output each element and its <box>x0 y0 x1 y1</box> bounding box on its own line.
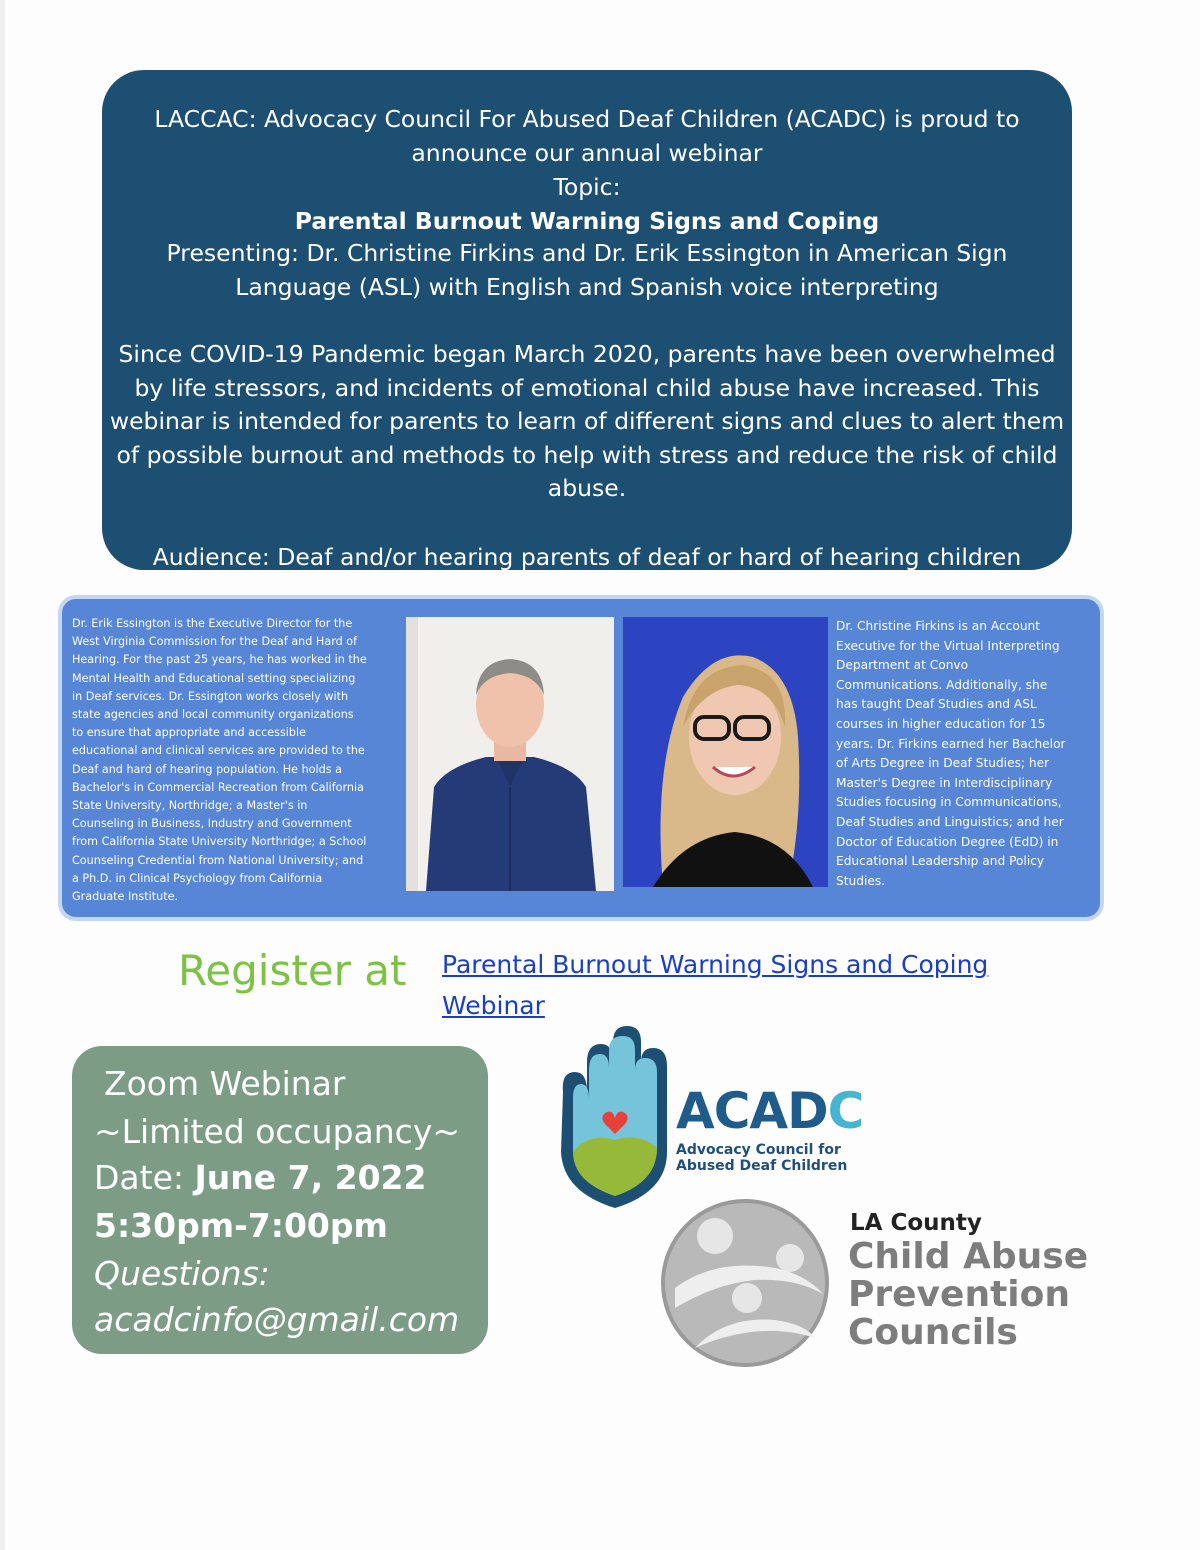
time-line: 5:30pm-7:00pm <box>94 1206 388 1245</box>
bio-line: Studies. <box>836 873 886 888</box>
bio-line: years. Dr. Firkins earned her Bachelor <box>836 736 1066 751</box>
bio-line: has taught Deaf Studies and ASL <box>836 697 1037 712</box>
erik-photo <box>406 617 614 891</box>
announcement-line-2: announce our annual webinar <box>411 139 763 167</box>
bio-line: West Virginia Commission for the Deaf and Hard of <box>72 635 358 649</box>
description <box>102 338 1072 506</box>
register-link[interactable] <box>442 944 988 1026</box>
presenting-line-1: Presenting: Dr. Christine Firkins and Dr. Erik Essington in American Sign <box>166 239 1008 267</box>
lacounty-logo <box>655 1198 840 1368</box>
globe-people-logo-icon <box>655 1198 840 1368</box>
topic-label: Topic: <box>553 173 621 201</box>
register-link-line-2[interactable]: Webinar <box>442 991 545 1020</box>
acadc-sub-line-2: Abused Deaf Children <box>676 1158 848 1174</box>
bio-line: state agencies and local community organizations <box>72 708 354 722</box>
lacounty-line-1: Child Abuse <box>848 1236 1089 1277</box>
lacounty-small-title: LA County <box>850 1210 982 1236</box>
bio-line: Mental Health and Educational setting specializing <box>72 671 356 685</box>
register-link-line-1[interactable]: Parental Burnout Warning Signs and Coping <box>442 950 989 979</box>
christine-photo <box>623 617 828 887</box>
hand-heart-logo-icon <box>553 1022 683 1212</box>
bio-line: of Arts Degree in Deaf Studies; her <box>836 756 1050 771</box>
bio-line: Communications. Additionally, she <box>836 677 1048 692</box>
bio-line: Executive for the Virtual Interpreting <box>836 638 1060 653</box>
bio-line: State University, Northridge; a Master's in <box>72 799 308 813</box>
date-value: June 7, 2022 <box>194 1158 427 1197</box>
bio-line: Studies focusing in Communications, <box>836 795 1062 810</box>
lacounty-line-2: Prevention <box>848 1274 1070 1315</box>
contact-email[interactable]: acadcinfo@gmail.com <box>94 1300 460 1339</box>
christine-bio <box>836 617 1066 891</box>
bio-line: Dr. Erik Essington is the Executive Director for the <box>72 617 353 630</box>
bio-line: Counseling Credential from National University; and <box>72 853 364 867</box>
bio-line: Deaf Studies and Linguistics; and her <box>836 814 1064 829</box>
description-line: of possible burnout and methods to help with stress and reduce the risk of child <box>116 440 1058 469</box>
description-line: webinar is intended for parents to learn of different signs and clues to alert them <box>109 407 1065 435</box>
acadc-sub-line-1: Advocacy Council for <box>676 1142 841 1158</box>
bio-line: educational and clinical services are provided to the <box>72 744 365 758</box>
bio-line: Department at Convo <box>836 658 969 673</box>
bio-line: Deaf and hard of hearing population. He holds a <box>72 762 342 776</box>
event-details-box <box>72 1046 488 1354</box>
page-edge <box>0 0 5 1550</box>
presenters-panel <box>58 595 1104 921</box>
bio-line: a Ph.D. in Clinical Psychology from California <box>72 871 323 885</box>
presenting-line-2: Language (ASL) with English and Spanish voice interpreting <box>235 273 939 301</box>
bio-line: Master's Degree in Interdisciplinary <box>836 775 1053 790</box>
announcement-box <box>102 70 1072 570</box>
erik-bio <box>72 615 367 906</box>
announcement-line-1: LACCAC: Advocacy Council For Abused Deaf Children (ACADC) is proud to <box>154 105 1020 133</box>
bio-line: from California State University Northridge; a School <box>72 835 367 849</box>
acadc-title-main: ACAD <box>676 1082 828 1140</box>
bio-line: Bachelor's in Commercial Recreation from California <box>72 780 364 794</box>
lacounty-org-name <box>848 1238 1088 1352</box>
zoom-webinar-line: Zoom Webinar <box>104 1064 346 1103</box>
register-label: Register at <box>178 946 407 995</box>
bio-line: Graduate Institute. <box>72 890 179 904</box>
description-line: abuse. <box>547 474 627 502</box>
lacounty-line-3: Councils <box>848 1312 1018 1353</box>
bio-line: in Deaf services. Dr. Essington works closely with <box>72 689 349 703</box>
bio-line: courses in higher education for 15 <box>836 716 1046 731</box>
acadc-subtitle <box>676 1142 847 1174</box>
bio-line: to ensure that appropriate and accessible <box>72 726 306 740</box>
acadc-title-accent: C <box>827 1082 864 1140</box>
audience-line: Audience: Deaf and/or hearing parents of deaf or hard of hearing children <box>152 543 1022 570</box>
limited-occupancy-line: ~Limited occupancy~ <box>94 1112 460 1151</box>
date-line <box>94 1158 426 1197</box>
questions-label: Questions: <box>94 1254 270 1293</box>
bio-line: Hearing. For the past 25 years, he has worked in the <box>72 653 367 667</box>
date-label: Date: <box>94 1158 195 1197</box>
bio-line: Dr. Christine Firkins is an Account <box>836 619 1041 633</box>
bio-line: Doctor of Education Degree (EdD) in <box>836 834 1059 849</box>
topic-title: Parental Burnout Warning Signs and Coping <box>294 207 880 235</box>
description-line: by life stressors, and incidents of emotional child abuse have increased. This <box>134 373 1040 402</box>
bio-line: Counseling in Business, Industry and Government <box>72 817 352 831</box>
bio-line: Educational Leadership and Policy <box>836 854 1045 869</box>
description-line: Since COVID-19 Pandemic began March 2020, parents have been overwhelmed <box>118 340 1056 368</box>
acadc-title <box>676 1082 863 1140</box>
